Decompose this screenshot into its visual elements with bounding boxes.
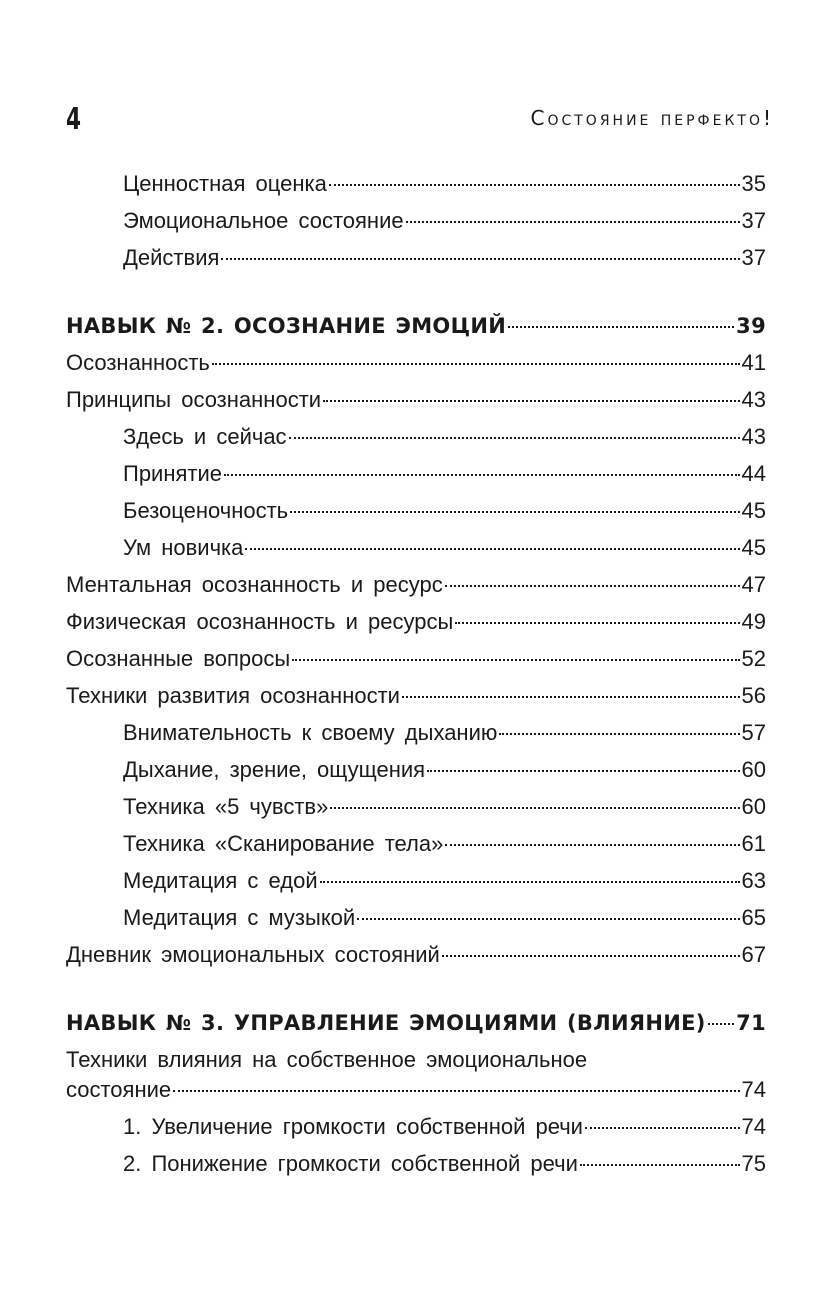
toc-chapter-heading[interactable] (66, 311, 766, 341)
toc-entry-title: Медитация с музыкой (123, 905, 356, 930)
toc-entry[interactable] (123, 496, 766, 526)
toc-entry-page: 60 (741, 794, 766, 819)
dot-leader (455, 622, 739, 624)
toc-entry-title: Техники развития осознанности (66, 683, 400, 708)
toc-entry[interactable] (66, 681, 766, 711)
toc-entry-title: Принципы осознанности (66, 387, 322, 412)
toc-entry-title: НАВЫК № 2. ОСОЗНАНИЕ ЭМОЦИЙ (66, 314, 507, 338)
dot-leader (585, 1127, 740, 1129)
toc-entry-title: НАВЫК № 3. УПРАВЛЕНИЕ ЭМОЦИЯМИ (ВЛИЯНИЕ) (66, 1011, 706, 1035)
dot-leader (221, 258, 739, 260)
toc-entry-page: 35 (741, 171, 766, 196)
dot-leader (402, 696, 740, 698)
toc-entry-page: 43 (741, 424, 766, 449)
toc-entry-page: 65 (741, 905, 766, 930)
toc-entry-page: 45 (741, 535, 766, 560)
dot-leader (508, 326, 734, 328)
toc-entry[interactable] (123, 422, 766, 452)
toc-entry-page: 41 (741, 350, 766, 375)
dot-leader (580, 1164, 740, 1166)
toc-entry-title: Ум новичка (123, 535, 244, 560)
dot-leader (212, 363, 740, 365)
dot-leader (357, 918, 739, 920)
toc-entry-page: 43 (741, 387, 766, 412)
toc-entry-page: 39 (736, 314, 766, 338)
toc-entry-page: 47 (741, 572, 766, 597)
toc-entry-page: 74 (741, 1077, 766, 1102)
dot-leader (442, 955, 740, 957)
toc-entry-title: Техника «Сканирование тела» (123, 831, 444, 856)
toc-entry-title: Техника «5 чувств» (123, 794, 329, 819)
toc-entry[interactable] (123, 459, 766, 489)
dot-leader (173, 1090, 739, 1092)
dot-leader (292, 659, 739, 661)
dot-leader (323, 400, 739, 402)
toc-entry[interactable] (66, 607, 766, 637)
toc-entry-title: 2. Понижение громкости собственной речи (123, 1151, 578, 1176)
toc-chapter-heading[interactable] (66, 1008, 766, 1038)
toc-entry[interactable] (66, 1075, 766, 1105)
toc-entry-title: Дневник эмоциональных состояний (66, 942, 440, 967)
dot-leader (289, 437, 740, 439)
toc-entry-title: Принятие (123, 461, 222, 486)
toc-entry-title: Эмоциональное состояние (123, 208, 404, 233)
toc-entry[interactable] (123, 903, 766, 933)
toc-entry-page: 71 (736, 1011, 766, 1035)
toc-entry-title: Осознанность (66, 350, 210, 375)
dot-leader (499, 733, 739, 735)
running-head: Состояние перфекто! (530, 106, 774, 130)
toc-entry[interactable] (123, 829, 766, 859)
dot-leader (427, 770, 739, 772)
toc-entry-title: Действия (123, 245, 220, 270)
toc-entry-title: Физическая осознанность и ресурсы (66, 609, 454, 634)
toc-entry-page: 67 (741, 942, 766, 967)
toc-entry-page: 61 (741, 831, 766, 856)
toc-entry-title: Медитация с едой (123, 868, 318, 893)
toc-entry[interactable] (66, 940, 766, 970)
toc-entry[interactable] (123, 1149, 766, 1179)
toc-entry[interactable] (123, 755, 766, 785)
toc-entry-title: Внимательность к своему дыханию (123, 720, 498, 745)
dot-leader (406, 221, 740, 223)
toc-entry-title: Ценностная оценка (123, 171, 327, 196)
toc-entry-title: Ментальная осознанность и ресурс (66, 572, 443, 597)
toc-entry-page: 37 (741, 245, 766, 270)
toc-entry-title: Здесь и сейчас (123, 424, 287, 449)
page-number: 4 (66, 102, 82, 137)
toc-entry-page: 45 (741, 498, 766, 523)
dot-leader (224, 474, 740, 476)
toc-entry-page: 49 (741, 609, 766, 634)
toc-entry-title: Дыхание, зрение, ощущения (123, 757, 426, 782)
dot-leader (445, 585, 740, 587)
toc-entry-title: 1. Увеличение громкости собственной речи (123, 1114, 583, 1139)
toc-entry[interactable] (123, 1112, 766, 1142)
toc-entry[interactable] (123, 243, 766, 273)
dot-leader (290, 511, 739, 513)
toc-entry[interactable] (123, 718, 766, 748)
toc-entry[interactable] (123, 792, 766, 822)
toc-entry-page: 60 (741, 757, 766, 782)
toc-entry-title: состояние (66, 1077, 172, 1102)
toc-entry-page: 52 (741, 646, 766, 671)
dot-leader (445, 844, 739, 846)
toc-entry-title: Безоценочность (123, 498, 289, 523)
toc-entry[interactable] (123, 206, 766, 236)
toc-entry[interactable] (123, 866, 766, 896)
toc-entry[interactable] (66, 570, 766, 600)
toc-entry-page: 63 (741, 868, 766, 893)
toc-entry[interactable] (123, 169, 766, 199)
toc-entry-page: 44 (741, 461, 766, 486)
toc-entry-title: Осознанные вопросы (66, 646, 291, 671)
toc-entry-title-line1[interactable]: Техники влияния на собственное эмоциональное (66, 1047, 588, 1072)
toc-entry[interactable] (66, 348, 766, 378)
toc-entry-page: 37 (741, 208, 766, 233)
toc-entry-page: 75 (741, 1151, 766, 1176)
dot-leader (330, 807, 739, 809)
dot-leader (708, 1023, 735, 1025)
toc-entry-page: 74 (741, 1114, 766, 1139)
toc-entry-page: 57 (741, 720, 766, 745)
toc-entry[interactable] (66, 385, 766, 415)
dot-leader (329, 184, 740, 186)
dot-leader (320, 881, 740, 883)
toc-entry-page: 56 (741, 683, 766, 708)
dot-leader (245, 548, 739, 550)
toc-entry[interactable] (123, 533, 766, 563)
toc-entry[interactable] (66, 644, 766, 674)
